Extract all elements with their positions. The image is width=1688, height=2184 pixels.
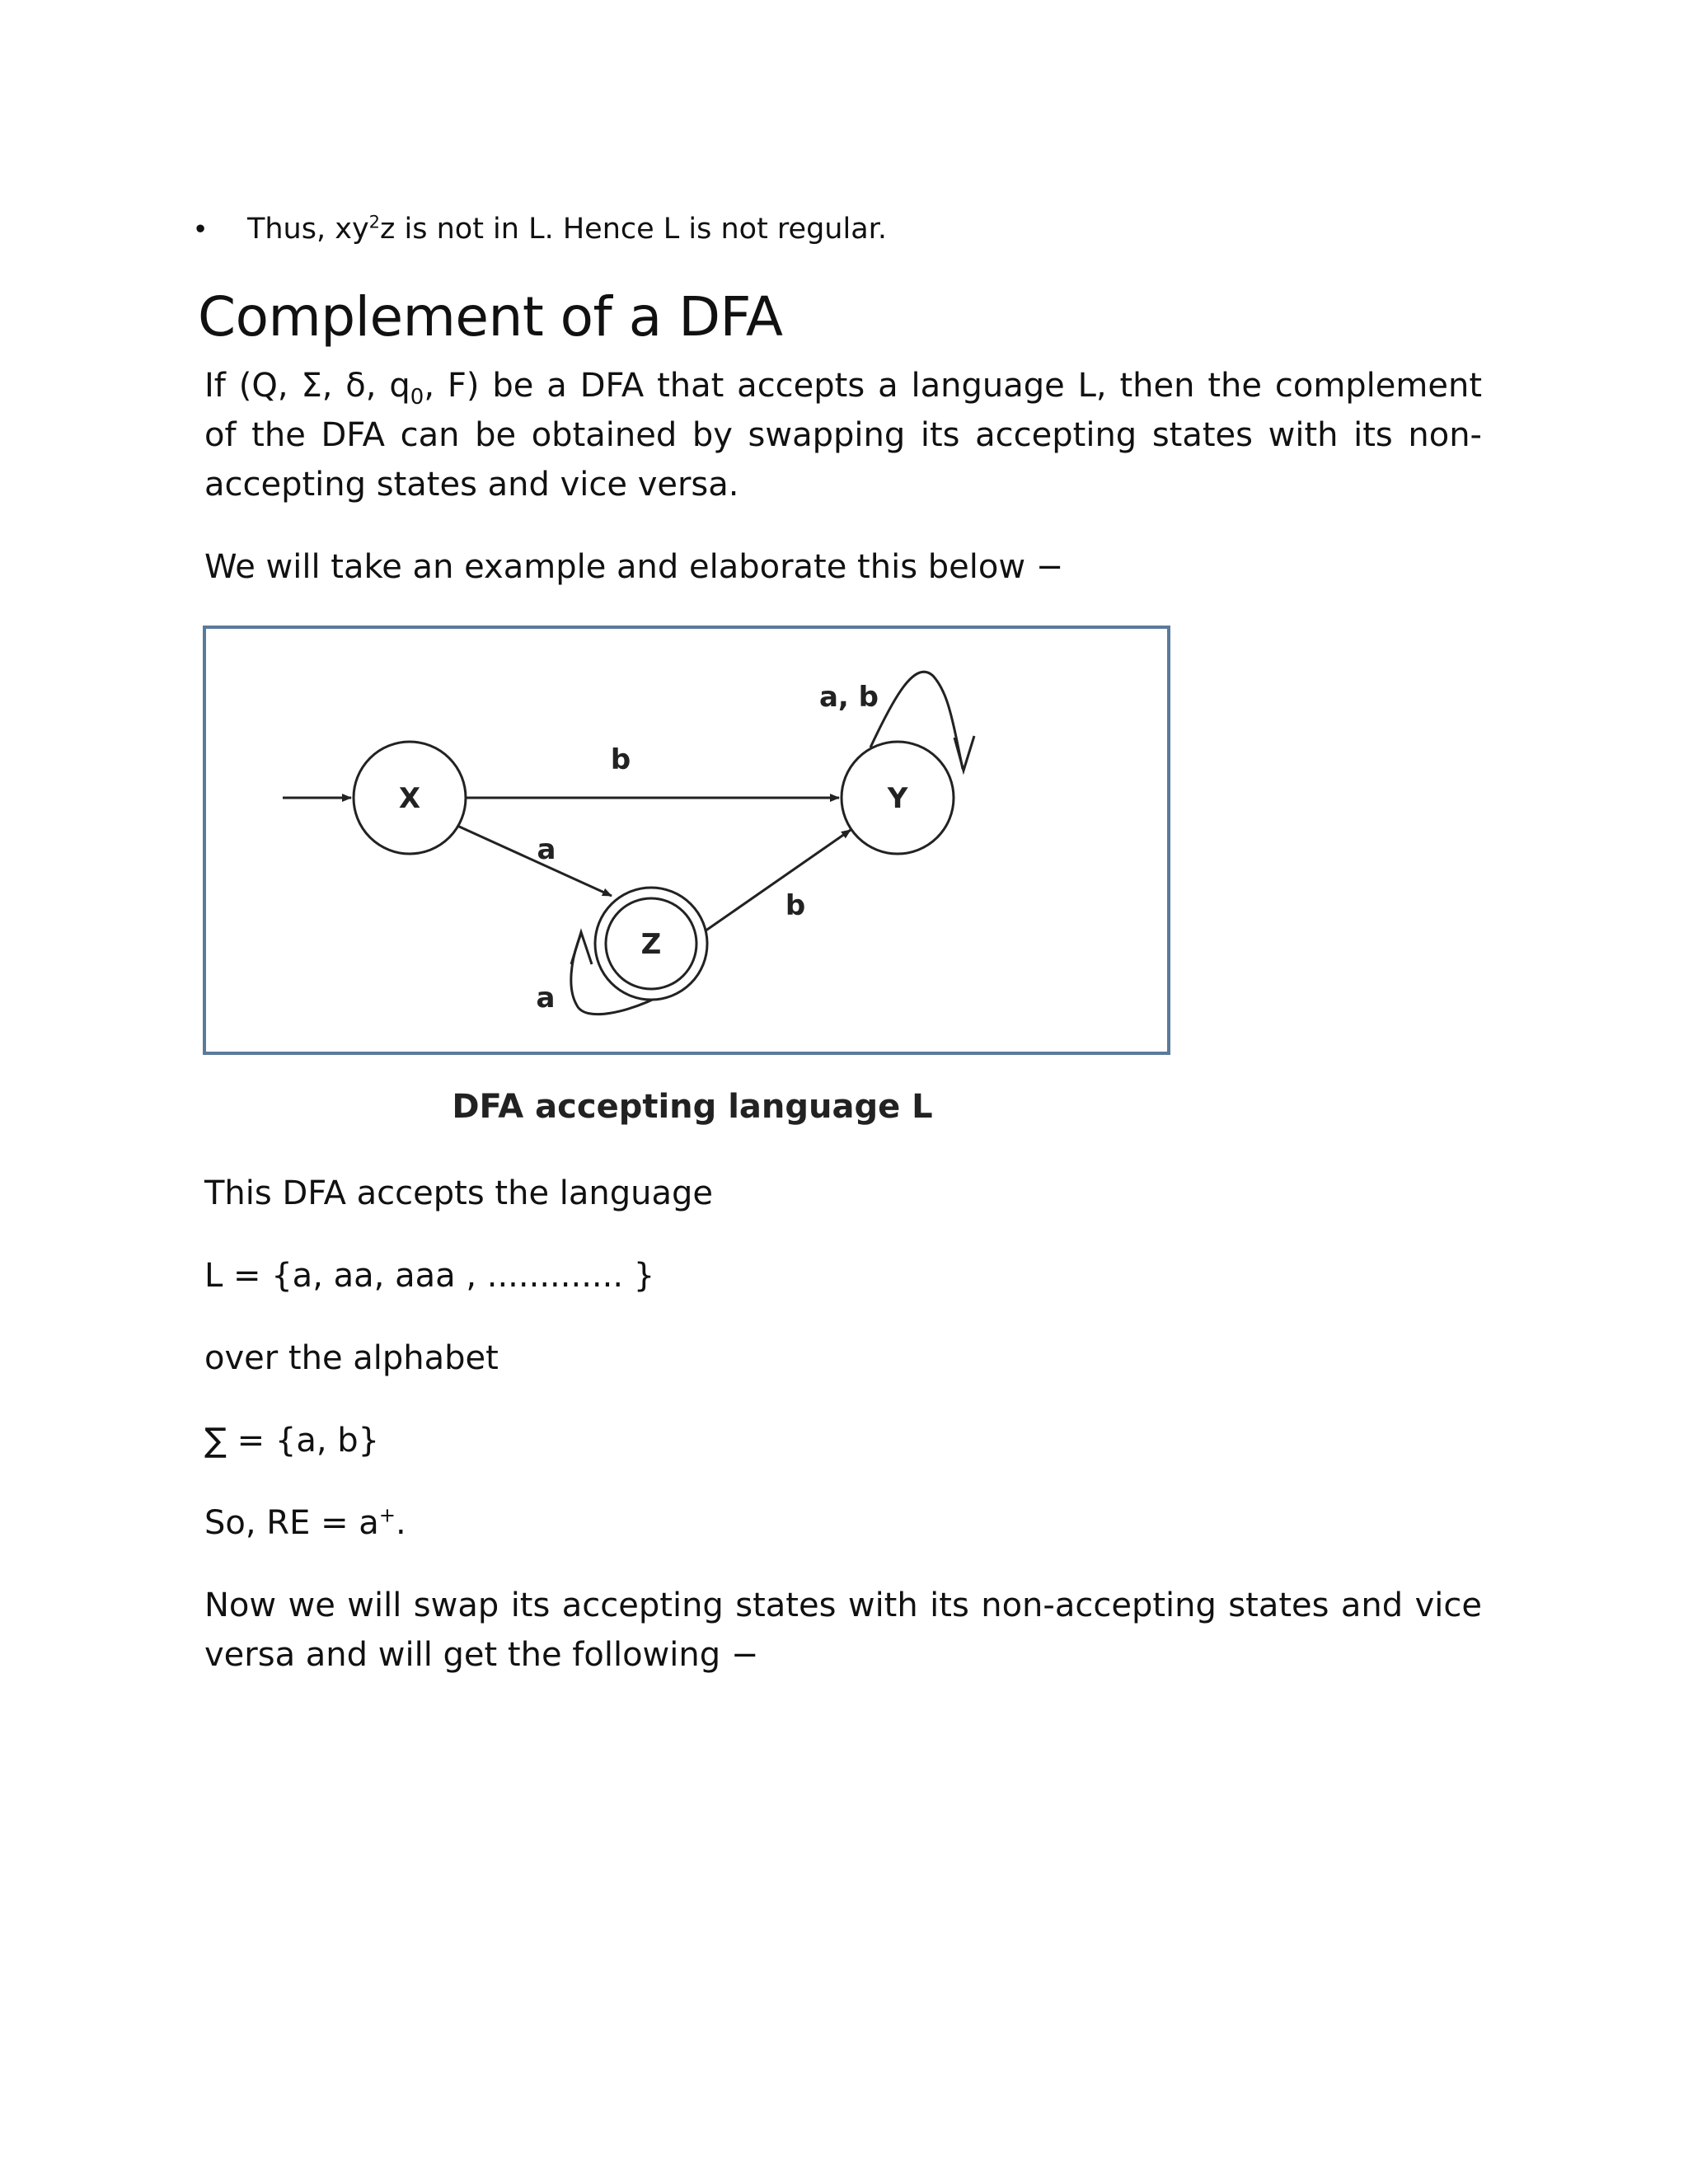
- state-z-label: Z: [640, 928, 662, 961]
- re-superscript: +: [378, 1503, 396, 1527]
- label-z-y: b: [785, 889, 806, 922]
- intro-subscript: 0: [410, 385, 424, 410]
- diagram-frame: [204, 627, 1169, 1053]
- accepts-paragraph: This DFA accepts the language: [204, 1174, 713, 1212]
- label-z-z: a: [536, 982, 556, 1015]
- label-y-y: a, b: [818, 681, 879, 714]
- re-suffix: .: [395, 1504, 406, 1542]
- state-x-label: X: [398, 782, 421, 815]
- language-set: L = {a, aa, aaa , ............. }: [204, 1257, 655, 1295]
- bullet-dot-icon: •: [195, 213, 206, 245]
- intro-paragraph: [204, 361, 1482, 509]
- dfa-figure: [198, 614, 1187, 1146]
- dfa-diagram: [198, 614, 1187, 1084]
- state-y-label: Y: [887, 782, 908, 815]
- swap-paragraph: Now we will swap its accepting states with its non-accepting states and vice versa and will get the following −: [204, 1586, 1482, 1674]
- bullet-superscript: 2: [368, 212, 381, 232]
- section-heading: Complement of a DFA: [198, 285, 783, 349]
- alphabet-intro: over the alphabet: [204, 1339, 499, 1377]
- figure-caption: DFA accepting language L: [452, 1088, 933, 1126]
- label-x-z: a: [537, 833, 556, 866]
- bullet-conclusion: [195, 208, 887, 251]
- re-prefix: So, RE = a: [204, 1504, 379, 1542]
- regular-expression: [204, 1498, 1482, 1548]
- bullet-text-suffix: z is not in L. Hence L is not regular.: [380, 213, 887, 246]
- example-paragraph: We will take an example and elaborate this below −: [204, 548, 1064, 586]
- intro-part1: If (Q, Σ, δ, q: [204, 367, 410, 405]
- bullet-text-prefix: Thus, xy: [247, 213, 369, 246]
- alphabet-set: ∑ = {a, b}: [204, 1422, 380, 1460]
- intro-part2: , F) be a DFA that accepts a language L, then the complement of the DFA can be obtained by swapping its accepting states with its non-accepting states and vice versa.: [204, 367, 1483, 504]
- label-x-y: b: [610, 743, 631, 776]
